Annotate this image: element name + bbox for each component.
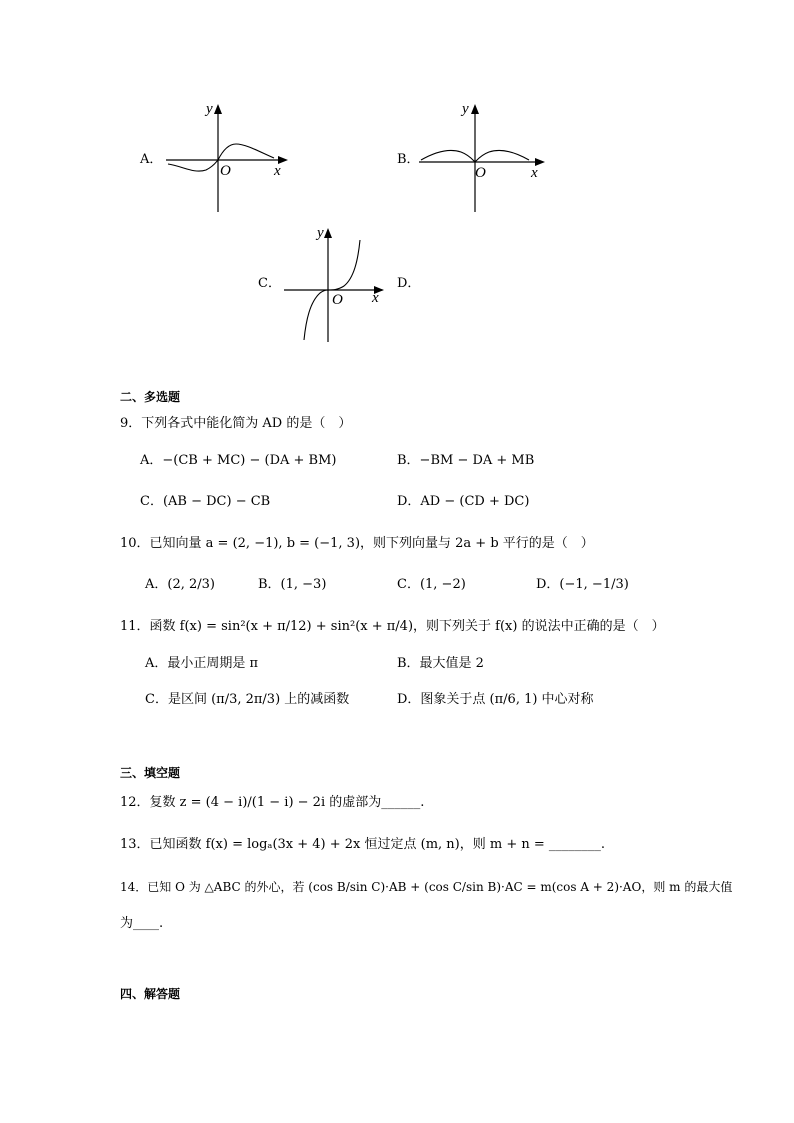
- graph-b-y-label: y: [462, 101, 469, 117]
- q9-option-b: B．−BM − DA + MB: [397, 453, 535, 468]
- q11-option-a: A．最小正周期是 π: [145, 656, 259, 671]
- q10-option-a: A．(2, 2/3): [145, 577, 215, 592]
- graph-b: [415, 100, 550, 215]
- graph-a-y-arrow: [214, 104, 222, 114]
- option-d-label: D．: [397, 276, 421, 291]
- graph-a-y-label: y: [206, 101, 213, 117]
- graph-b-y-arrow: [471, 104, 479, 114]
- q11-option-b: B．最大值是 2: [397, 656, 484, 671]
- q10-option-d: D．(−1, −1/3): [536, 577, 629, 592]
- graph-c: [280, 222, 390, 344]
- option-a-label: A．: [140, 152, 163, 167]
- option-b-label: B．: [397, 152, 420, 167]
- q13-text: 13．已知函数 f(x) = logₐ(3x + 4) + 2x 恒过定点 (m, n)，则 m + n = ________.: [120, 837, 606, 852]
- q10-option-b: B．(1, −3): [258, 577, 327, 592]
- graph-c-origin-label: O: [332, 292, 343, 308]
- q12-text: 12．复数 z = (4 − i)/(1 − i) − 2i 的虚部为______.: [120, 795, 425, 810]
- section-2-title: 二、多选题: [120, 390, 181, 404]
- q14-line2: 为____.: [120, 916, 164, 931]
- q14-line1: 14．已知 O 为 △ABC 的外心，若 (cos B/sin C)·AB + (cos C/sin B)·AC = m(cos A + 2)·AO，则 m 的最大值: [120, 880, 733, 894]
- graph-c-y-arrow: [324, 228, 332, 238]
- graph-c-y-label: y: [317, 225, 324, 241]
- q10-option-c: C．(1, −2): [397, 577, 466, 592]
- graph-c-x-label: x: [372, 290, 379, 306]
- graph-a-origin-label: O: [220, 163, 231, 179]
- graph-b-x-label: x: [531, 165, 538, 181]
- q11-stem: 11．函数 f(x) = sin²(x + π/12) + sin²(x + π/4)，则下列关于 f(x) 的说法中正确的是（ ）: [120, 619, 665, 634]
- section-3-title: 三、填空题: [120, 766, 181, 780]
- q9-stem: 9．下列各式中能化简为 AD 的是（ ）: [120, 416, 352, 431]
- q11-option-d: D．图象关于点 (π/6, 1) 中心对称: [397, 692, 594, 707]
- q9-option-c: C．(AB − DC) − CB: [140, 494, 271, 509]
- graph-b-origin-label: O: [475, 165, 486, 181]
- option-c-label: C．: [258, 276, 281, 291]
- q9-option-a: A．−(CB + MC) − (DA + BM): [140, 453, 337, 468]
- q11-option-c: C．是区间 (π/3, 2π/3) 上的减函数: [145, 692, 350, 707]
- graph-a-x-label: x: [274, 163, 281, 179]
- graph-a: [160, 100, 290, 215]
- q10-stem: 10．已知向量 a = (2, −1), b = (−1, 3)，则下列向量与 2a + b 平行的是（ ）: [120, 536, 594, 551]
- section-4-title: 四、解答题: [120, 987, 181, 1001]
- q9-option-d: D．AD − (CD + DC): [397, 494, 530, 509]
